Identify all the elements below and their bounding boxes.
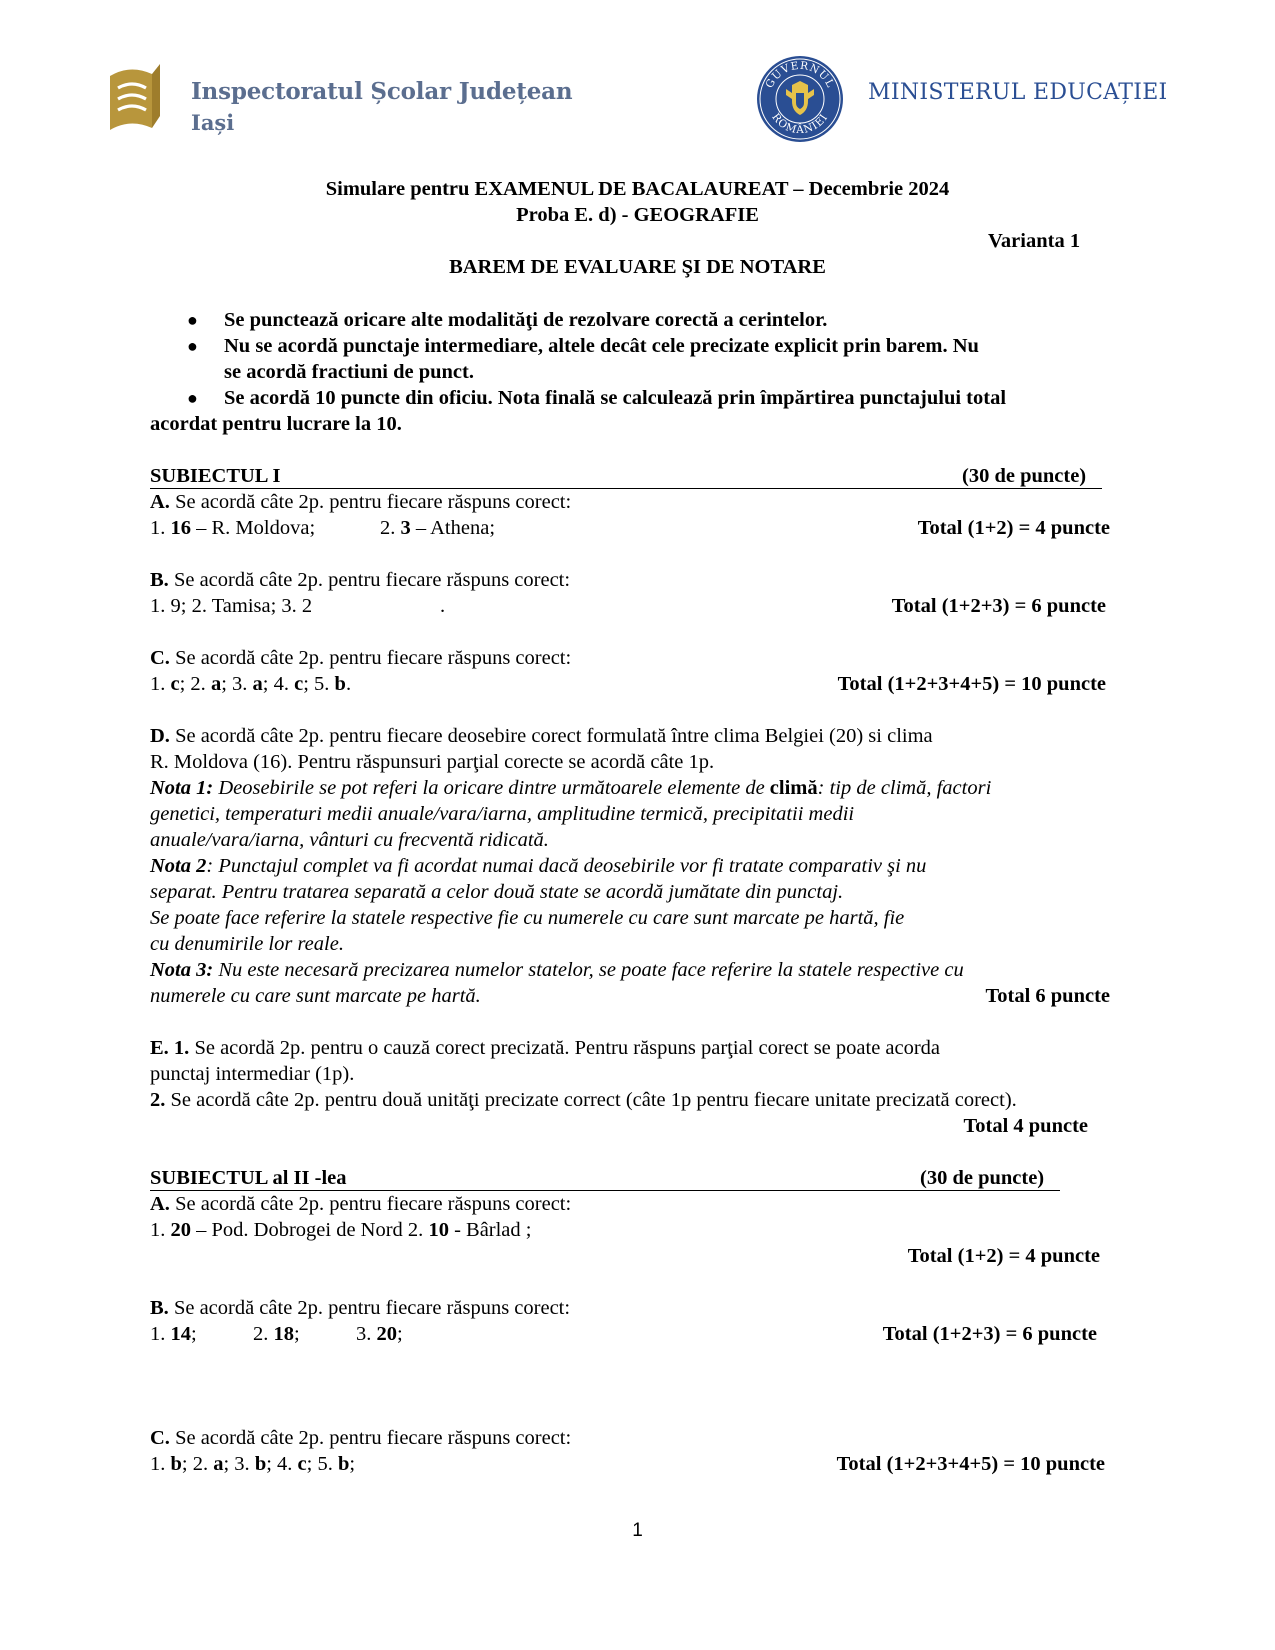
s2-heading: SUBIECTUL al II -lea <box>150 1167 347 1189</box>
seal-icon <box>756 55 844 143</box>
rule-3-line1: Se acordă 10 puncte din oficiu. Nota finală se calculează prin împărtirea punctajului total <box>224 387 1007 409</box>
s1d-nota2: Nota 2: Punctajul complet va fi acordat numai dacă deosebirile vor fi tratate comparativ şi nu <box>150 855 927 877</box>
s2a-answers: 1. 20 – Pod. Dobrogei de Nord 2. 10 - Bârlad ; <box>150 1219 532 1241</box>
s1d-nota1: Nota 1: Deosebirile se pot referi la oricare dintre următoarele elemente de climă: tip de climă, factori <box>150 777 992 799</box>
isj-book-icon <box>108 58 164 134</box>
isj-title: Inspectoratul Școlar Județean <box>191 78 573 105</box>
rule-2-line1: Nu se acordă punctaje intermediare, altele decât cele precizate explicit prin barem. Nu <box>224 335 979 357</box>
seal-text-top: GUVERNUL <box>763 59 837 91</box>
s1d-nota1-line3: anuale/vara/iarna, vânturi cu frecventă ridicată. <box>150 829 549 851</box>
s1e-line1: E. 1. Se acordă 2p. pentru o cauză corect precizată. Pentru răspuns parţial corect se poate acorda <box>150 1037 941 1059</box>
s1d-nota2-line3: Se poate face referire la statele respective fie cu numerele cu care sunt marcate pe hartă, fie <box>150 907 905 929</box>
s1d-nota1-line2: genetici, temperaturi medii anuale/vara/iarna, amplitudine termică, precipitatii medii <box>150 803 855 825</box>
s2b-answer-3: 3. 20; <box>356 1323 403 1345</box>
s1b-instruction: B. Se acordă câte 2p. pentru fiecare răspuns corect: <box>150 569 571 591</box>
s1c-answers: 1. c; 2. a; 3. a; 4. c; 5. b. <box>150 673 352 695</box>
s1e-line2: punctaj intermediar (1p). <box>150 1063 355 1085</box>
s2-points: (30 de puncte) <box>920 1167 1045 1189</box>
s1e-line3: 2. Se acordă câte 2p. pentru două unităţi precizate correct (câte 1p pentru fiecare unitate precizată corect). <box>150 1089 1017 1111</box>
s1a-total: Total (1+2) = 4 puncte <box>917 517 1110 539</box>
s1b-total: Total (1+2+3) = 6 puncte <box>891 595 1106 617</box>
seal-text-bottom: ROMÂNIEI <box>769 111 831 137</box>
s1a-answer-1: 1. 16 – R. Moldova; <box>150 517 316 539</box>
rule-3-line2: acordat pentru lucrare la 10. <box>150 413 402 435</box>
s1d-line2: R. Moldova (16). Pentru răspunsuri parţial corecte se acordă câte 1p. <box>150 751 715 773</box>
s1-heading: SUBIECTUL I <box>150 465 281 487</box>
s1d-nota2-line4: cu denumirile lor reale. <box>150 933 344 955</box>
ministry-name: MINISTERUL EDUCAȚIEI <box>868 80 1168 105</box>
s2a-total: Total (1+2) = 4 puncte <box>907 1245 1100 1267</box>
s1a-answer-2: 2. 3 – Athena; <box>380 517 496 539</box>
s1e-total: Total 4 puncte <box>963 1115 1088 1137</box>
variant-label: Varianta 1 <box>988 230 1081 252</box>
page-number: 1 <box>632 1520 643 1541</box>
barem-title: BAREM DE EVALUARE ŞI DE NOTARE <box>449 256 826 278</box>
bullet-3: ● <box>187 388 198 408</box>
s1c-instruction: C. Se acordă câte 2p. pentru fiecare răspuns corect: <box>150 647 572 669</box>
bullet-2: ● <box>187 336 198 356</box>
s2c-answers: 1. b; 2. a; 3. b; 4. c; 5. b; <box>150 1453 356 1475</box>
s1d-nota2-line2: separat. Pentru tratarea separată a celor două state se acordă jumătate din punctaj. <box>150 881 844 903</box>
isj-logo <box>108 58 164 134</box>
s2b-total: Total (1+2+3) = 6 puncte <box>882 1323 1097 1345</box>
s2b-instruction: B. Se acordă câte 2p. pentru fiecare răspuns corect: <box>150 1297 571 1319</box>
exam-subject: Proba E. d) - GEOGRAFIE <box>516 204 759 226</box>
bullet-1: ● <box>187 310 198 330</box>
s1b-dot: . <box>440 595 446 617</box>
s1d-line1: D. Se acordă câte 2p. pentru fiecare deosebire corect formulată între clima Belgiei (20) si clima <box>150 725 933 747</box>
exam-title: Simulare pentru EXAMENUL DE BACALAUREAT – Decembrie 2024 <box>325 178 950 200</box>
s1b-answers: 1. 9; 2. Tamisa; 3. 2 <box>150 595 313 617</box>
s1a-instruction: A. Se acordă câte 2p. pentru fiecare răspuns corect: <box>150 491 572 513</box>
isj-city: Iași <box>191 110 235 135</box>
s2b-answer-2: 2. 18; <box>253 1323 300 1345</box>
s1c-total: Total (1+2+3+4+5) = 10 puncte <box>837 673 1106 695</box>
s2a-instruction: A. Se acordă câte 2p. pentru fiecare răspuns corect: <box>150 1193 572 1215</box>
s1d-total: Total 6 puncte <box>985 985 1110 1007</box>
s2c-instruction: C. Se acordă câte 2p. pentru fiecare răspuns corect: <box>150 1427 572 1449</box>
s1-points: (30 de puncte) <box>962 465 1087 487</box>
s1d-nota3: Nota 3: Nu este necesară precizarea numelor statelor, se poate face referire la statele respective cu <box>150 959 964 981</box>
rule-1: Se punctează oricare alte modalităţi de rezolvare corectă a cerintelor. <box>224 309 828 331</box>
s2c-total: Total (1+2+3+4+5) = 10 puncte <box>836 1453 1105 1475</box>
s1d-nota3-line2: numerele cu care sunt marcate pe hartă. <box>150 985 481 1007</box>
government-seal <box>756 55 844 143</box>
rule-2-line2: se acordă fractiuni de punct. <box>224 361 474 383</box>
s2b-answer-1: 1. 14; <box>150 1323 197 1345</box>
